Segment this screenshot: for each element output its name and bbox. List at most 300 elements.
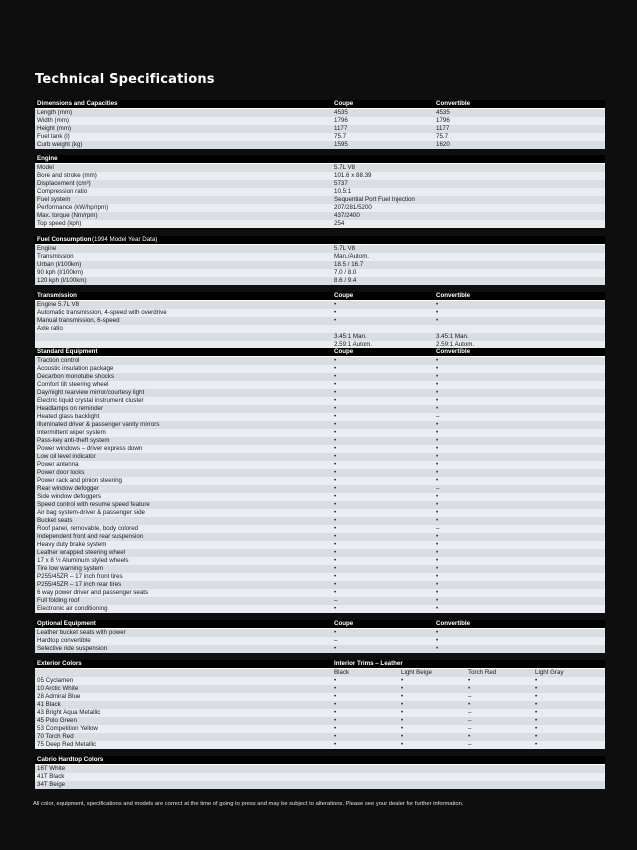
table-row (35, 733, 605, 741)
table-row (35, 325, 605, 333)
exterior-colors-section (35, 660, 605, 749)
table-row (35, 109, 605, 117)
table-row (35, 501, 605, 509)
row-value: • (334, 717, 337, 724)
row-value: 207/281/5200 (334, 204, 372, 211)
row-value: • (334, 677, 337, 684)
table-row (35, 413, 605, 421)
row-value: • (334, 509, 337, 516)
table-row (35, 117, 605, 125)
row-label: Headlamps on reminder (37, 405, 104, 412)
row-value: 5737 (334, 180, 348, 187)
row-value: • (401, 685, 404, 692)
table-row (35, 301, 605, 309)
row-value: • (436, 429, 439, 436)
row-label: Electronic air conditioning (37, 605, 108, 612)
row-label: Leather bucket seats with power (37, 629, 126, 636)
row-label: 16T White (37, 765, 66, 772)
row-value: • (334, 581, 337, 588)
row-label: Day/night rearview mirror/courtesy light (37, 389, 145, 396)
row-value: 10.5:1 (334, 188, 352, 195)
table-row (35, 605, 605, 613)
row-value: • (436, 589, 439, 596)
table-row (35, 637, 605, 645)
table-row (35, 469, 605, 477)
fuel-consumption-section (35, 236, 605, 285)
row-label: Length (mm) (37, 109, 73, 116)
trim-label: Light Gray (535, 669, 564, 676)
row-label: Displacement (cm³) (37, 180, 91, 187)
row-label: 75 Deep Red Metallic (37, 741, 97, 748)
row-value: • (436, 397, 439, 404)
row-label: Bore and stroke (mm) (37, 172, 97, 179)
header-cell: Convertible (436, 292, 471, 299)
row-value: – (468, 741, 472, 748)
table-row (35, 557, 605, 565)
table-row (35, 429, 605, 437)
row-value: • (334, 565, 337, 572)
row-value: • (436, 445, 439, 452)
table-row (35, 477, 605, 485)
row-label: P255/45ZR – 17 inch front tires (37, 573, 123, 580)
row-label: Power door locks (37, 469, 85, 476)
optional-equipment-section (35, 620, 605, 653)
table-row (35, 565, 605, 573)
row-value: 75.7 (436, 133, 449, 140)
row-value: • (436, 501, 439, 508)
table-row (35, 309, 605, 317)
row-value: • (436, 509, 439, 516)
header-cell: Coupe (334, 100, 354, 107)
row-value: • (401, 717, 404, 724)
row-label: Fuel system (37, 196, 71, 203)
row-value: • (468, 677, 471, 684)
row-label: 43 Bright Aqua Metallic (37, 709, 101, 716)
row-value: • (334, 541, 337, 548)
table-row (35, 645, 605, 653)
row-value: • (334, 693, 337, 700)
table-row (35, 533, 605, 541)
row-value: • (334, 589, 337, 596)
cabrio-hardtop-colors-section (35, 756, 605, 789)
row-value: – (468, 693, 472, 700)
table-row (35, 125, 605, 133)
table-row (35, 389, 605, 397)
row-value: – (468, 725, 472, 732)
row-value: • (334, 725, 337, 732)
row-value: • (334, 445, 337, 452)
row-value: • (436, 573, 439, 580)
row-label: Comfort tilt steering wheel (37, 381, 109, 388)
row-label: Hardtop convertible (37, 637, 91, 644)
table-row (35, 485, 605, 493)
row-value: • (436, 309, 439, 316)
table-row (35, 741, 605, 749)
row-label: 10 Arctic White (37, 685, 79, 692)
row-value: • (436, 549, 439, 556)
row-value: • (334, 373, 337, 380)
table-row (35, 589, 605, 597)
table-row (35, 220, 605, 228)
table-row (35, 509, 605, 517)
table-row (35, 541, 605, 549)
row-value: • (334, 533, 337, 540)
table-row (35, 493, 605, 501)
row-value: – (468, 709, 472, 716)
row-value: 18.5 / 16.7 (334, 261, 364, 268)
row-label: Electric liquid crystal instrument cluster (37, 397, 144, 404)
table-row (35, 725, 605, 733)
row-label: Leather wrapped steering wheel (37, 549, 126, 556)
row-value: • (436, 637, 439, 644)
row-value: • (334, 501, 337, 508)
row-value: 5.7L V8 (334, 164, 356, 171)
row-label: Full folding roof (37, 597, 80, 604)
row-label: Side window defoggers (37, 493, 101, 500)
row-value: 1595 (334, 141, 348, 148)
row-value: • (535, 685, 538, 692)
table-row (35, 397, 605, 405)
row-value: • (334, 365, 337, 372)
row-value: • (334, 741, 337, 748)
row-value: • (334, 309, 337, 316)
row-label: Rear window defogger (37, 485, 99, 492)
table-row (35, 549, 605, 557)
row-value: • (334, 629, 337, 636)
row-value: – (468, 717, 472, 724)
header-cell: Coupe (334, 348, 354, 355)
row-label: Acoustic insulation package (37, 365, 114, 372)
row-label: Model (37, 164, 54, 171)
row-value: • (436, 493, 439, 500)
row-value: • (401, 741, 404, 748)
header-cell: Cabrio Hardtop Colors (37, 756, 104, 763)
row-label: Performance (kW/hp/rpm) (37, 204, 109, 211)
row-value: • (468, 701, 471, 708)
row-label: 53 Competition Yellow (37, 725, 98, 732)
table-row (35, 373, 605, 381)
trim-label: Black (334, 669, 350, 676)
row-value: • (334, 381, 337, 388)
row-value: 1177 (334, 125, 348, 132)
row-value: • (334, 421, 337, 428)
header-note: (1994 Model Year Data) (92, 236, 158, 243)
table-row (35, 445, 605, 453)
row-label: Engine 5.7L V8 (37, 301, 80, 308)
table-row (35, 357, 605, 365)
row-value: – (334, 597, 338, 604)
header-cell: Convertible (436, 620, 471, 627)
header-cell: Transmission (37, 292, 77, 299)
row-value: • (334, 573, 337, 580)
row-label: Decarbon monotube shocks (37, 373, 115, 380)
row-value: • (436, 421, 439, 428)
row-value: • (334, 557, 337, 564)
table-row (35, 517, 605, 525)
row-label: 120 kph (l/100km) (37, 277, 87, 284)
table-row (35, 317, 605, 325)
row-label: Power rack and pinion steering (37, 477, 122, 484)
row-value: • (334, 405, 337, 412)
row-value: • (436, 389, 439, 396)
header-cell: Coupe (334, 620, 354, 627)
row-label: Engine (37, 245, 57, 252)
row-label: Speed control with resume speed feature (37, 501, 150, 508)
table-row (35, 629, 605, 637)
row-label: Axle ratio (37, 325, 63, 332)
table-row (35, 685, 605, 693)
row-value: • (334, 485, 337, 492)
table-row (35, 573, 605, 581)
row-label: Power windows – driver express down (37, 445, 143, 452)
row-value: • (535, 717, 538, 724)
row-label: Selective ride suspension (37, 645, 108, 652)
header-cell: Convertible (436, 348, 471, 355)
row-value: • (436, 317, 439, 324)
table-row (35, 693, 605, 701)
row-value: 3.45:1 Man. (436, 333, 469, 340)
table-row (35, 717, 605, 725)
dimensions-section (35, 100, 605, 149)
engine-header (35, 155, 605, 164)
table-row (35, 405, 605, 413)
row-label: Top speed (kph) (37, 220, 82, 227)
row-value: 7.0 / 8.0 (334, 269, 357, 276)
table-row (35, 773, 605, 781)
table-row (35, 212, 605, 220)
table-row (35, 461, 605, 469)
row-value: • (334, 453, 337, 460)
row-value: • (535, 693, 538, 700)
table-row (35, 277, 605, 285)
row-value: 437/2400 (334, 212, 360, 219)
row-value: 75.7 (334, 133, 347, 140)
table-row (35, 701, 605, 709)
row-value: • (436, 605, 439, 612)
table-row (35, 141, 605, 149)
row-value: • (468, 733, 471, 740)
row-label: Bucket seats (37, 517, 73, 524)
row-label: Independent front and rear suspension (37, 533, 144, 540)
row-value: • (436, 629, 439, 636)
row-value: • (334, 317, 337, 324)
row-value: – (436, 525, 440, 532)
row-value: • (436, 597, 439, 604)
row-value: • (334, 605, 337, 612)
row-label: 6 way power driver and passenger seats (37, 589, 149, 596)
row-label: 41 Black (37, 701, 61, 708)
row-value: • (334, 477, 337, 484)
table-row (35, 204, 605, 212)
header-cell: Fuel Consumption (37, 236, 92, 243)
row-value: 8.6 / 9.4 (334, 277, 357, 284)
row-value: • (535, 701, 538, 708)
table-row (35, 245, 605, 253)
table-row (35, 525, 605, 533)
row-value: 3.45:1 Man. (334, 333, 367, 340)
row-value: • (334, 645, 337, 652)
table-row (35, 333, 605, 341)
row-value: 2.59:1 Autom. (334, 341, 373, 348)
row-value: • (436, 533, 439, 540)
row-value: 1620 (436, 141, 450, 148)
row-label: Heated glass backlight (37, 413, 100, 420)
engine-section (35, 155, 605, 228)
table-row (35, 765, 605, 773)
row-value: • (436, 517, 439, 524)
row-value: – (436, 485, 440, 492)
standard-header (35, 348, 605, 357)
row-value: • (436, 405, 439, 412)
row-label: P255/45ZR – 17 inch rear tires (37, 581, 122, 588)
row-value: – (436, 413, 440, 420)
row-value: • (436, 373, 439, 380)
row-value: • (334, 357, 337, 364)
header-cell: Coupe (334, 292, 354, 299)
row-value: • (334, 469, 337, 476)
row-label: Traction control (37, 357, 80, 364)
row-value: • (334, 429, 337, 436)
table-row (35, 196, 605, 204)
row-value: Sequential Port Fuel Injection (334, 196, 415, 203)
row-label: 90 kph (l/100km) (37, 269, 84, 276)
optional-header (35, 620, 605, 629)
row-label: 28 Admiral Blue (37, 693, 81, 700)
row-value: 4535 (334, 109, 348, 116)
table-row (35, 253, 605, 261)
row-value: • (436, 541, 439, 548)
row-value: • (334, 549, 337, 556)
row-value: • (436, 557, 439, 564)
row-label: Roof panel, removable, body colored (37, 525, 139, 532)
row-value: Man./Autom. (334, 253, 370, 260)
row-value: – (334, 637, 338, 644)
row-label: 17 x 8 ½ Aluminum styled wheels (37, 557, 129, 564)
header-cell: Standard Equipment (37, 348, 98, 355)
row-label: Power antenna (37, 461, 79, 468)
row-value: • (436, 565, 439, 572)
transmission-section (35, 292, 605, 349)
row-value: • (334, 733, 337, 740)
row-label: 41T Black (37, 773, 65, 780)
table-row (35, 133, 605, 141)
table-row (35, 365, 605, 373)
row-value: • (334, 525, 337, 532)
standard-equipment-section (35, 348, 605, 613)
row-value: 101.6 x 88.39 (334, 172, 372, 179)
row-value: 1796 (334, 117, 348, 124)
row-label: 05 Cyclamen (37, 677, 74, 684)
table-row (35, 453, 605, 461)
row-value: 254 (334, 220, 345, 227)
row-label: Manual transmission, 6-speed (37, 317, 120, 324)
row-label: Tire low warning system (37, 565, 104, 572)
row-value: • (334, 389, 337, 396)
row-value: • (436, 581, 439, 588)
fuel-header (35, 236, 605, 245)
table-row (35, 709, 605, 717)
header-cell: Exterior Colors (37, 660, 82, 667)
dimensions-header (35, 100, 605, 109)
row-label: 70 Torch Red (37, 733, 74, 740)
table-row (35, 261, 605, 269)
row-label: 34T Beige (37, 781, 66, 788)
trims-row (35, 669, 605, 677)
row-value: • (535, 677, 538, 684)
row-value: • (334, 301, 337, 308)
row-value: • (334, 413, 337, 420)
table-row (35, 677, 605, 685)
table-row (35, 781, 605, 789)
table-row (35, 581, 605, 589)
row-value: • (436, 437, 439, 444)
table-row (35, 597, 605, 605)
table-row (35, 421, 605, 429)
trim-label: Torch Red (468, 669, 497, 676)
row-label: Urban (l/100km) (37, 261, 82, 268)
table-row (35, 269, 605, 277)
row-label: Compression ratio (37, 188, 88, 195)
colors-header (35, 660, 605, 669)
row-value: • (468, 685, 471, 692)
row-value: • (535, 725, 538, 732)
row-value: • (401, 677, 404, 684)
row-label: Fuel tank (l) (37, 133, 70, 140)
row-value: • (436, 477, 439, 484)
row-label: Max. torque (Nm/rpm) (37, 212, 98, 219)
table-row (35, 180, 605, 188)
row-value: • (401, 733, 404, 740)
table-row (35, 381, 605, 389)
row-value: • (535, 709, 538, 716)
row-label: Illuminated driver & passenger vanity mirrors (37, 421, 160, 428)
row-value: 1796 (436, 117, 450, 124)
cabrio-header (35, 756, 605, 765)
row-value: 4535 (436, 109, 450, 116)
row-value: • (401, 725, 404, 732)
row-value: • (535, 733, 538, 740)
transmission-header (35, 292, 605, 301)
page-title: Technical Specifications (35, 72, 215, 87)
row-value: 5.7L V8 (334, 245, 356, 252)
table-row (35, 164, 605, 172)
row-value: • (436, 453, 439, 460)
row-value: • (436, 645, 439, 652)
row-value: • (535, 741, 538, 748)
table-row (35, 172, 605, 180)
row-value: • (401, 709, 404, 716)
trim-label: Light Beige (401, 669, 432, 676)
row-value: • (334, 709, 337, 716)
row-label: Automatic transmission, 4-speed with overdrive (37, 309, 167, 316)
footer-disclaimer: All color, equipment, specifications and models are correct at the time of going to press and may be subject to alterations. Please see your dealer for further information. (33, 801, 464, 807)
row-value: • (436, 301, 439, 308)
row-label: Intermittent wiper system (37, 429, 106, 436)
row-label: Low oil level indicator (37, 453, 96, 460)
row-value: • (401, 701, 404, 708)
row-value: • (334, 437, 337, 444)
table-row (35, 437, 605, 445)
header-cell: Optional Equipment (37, 620, 96, 627)
row-value: 2.59:1 Autom. (436, 341, 475, 348)
row-value: • (436, 469, 439, 476)
table-row (35, 188, 605, 196)
header-cell: Dimensions and Capacities (37, 100, 118, 107)
row-value: • (436, 381, 439, 388)
row-value: • (334, 493, 337, 500)
row-label: Curb weight (kg) (37, 141, 83, 148)
row-label: Width (mm) (37, 117, 69, 124)
